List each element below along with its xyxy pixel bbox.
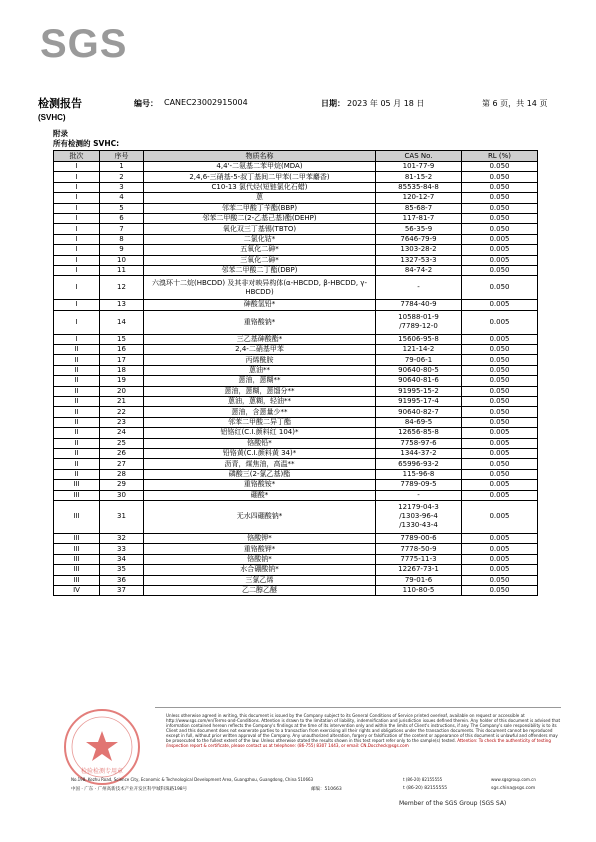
date-label: 日期： <box>321 99 345 108</box>
table-row <box>54 386 538 396</box>
no-cell: 28 <box>100 469 144 479</box>
substance-cell: 乙二醇乙醚 <box>144 585 376 595</box>
phone-cn: t (86-20) 82155555 <box>403 786 448 791</box>
cas-cell: 7758-97-6 <box>376 438 462 448</box>
substance-cell: 蒽 <box>144 193 376 203</box>
cas-cell: 90640-82-7 <box>376 407 462 417</box>
batch-cell: II <box>54 469 100 479</box>
no-cell: 12 <box>100 276 144 300</box>
address-en: No.198, Kezhu Road, Science City, Economic & Technological Development Area, Guangzhou, Guangdong, China 510663 <box>71 777 314 782</box>
table-row <box>54 172 538 182</box>
rl-cell: 0.050 <box>462 355 538 365</box>
batch-cell: I <box>54 224 100 234</box>
rl-cell: 0.005 <box>462 544 538 554</box>
rl-cell: 0.005 <box>462 310 538 334</box>
table-row <box>54 265 538 275</box>
rl-cell: 0.050 <box>462 224 538 234</box>
no-cell: 21 <box>100 397 144 407</box>
rl-cell: 0.050 <box>462 585 538 595</box>
table-row <box>54 334 538 344</box>
rl-cell: 0.050 <box>462 365 538 375</box>
no-cell: 36 <box>100 575 144 585</box>
rl-cell: 0.005 <box>462 245 538 255</box>
no-cell: 35 <box>100 565 144 575</box>
table-body <box>54 162 538 596</box>
col-header-batch: 批次 <box>54 151 100 162</box>
table-row <box>54 162 538 172</box>
substance-cell: C10-13 氯代烃(短链氯化石蜡) <box>144 182 376 192</box>
substance-cell: 铅铬黄(C.I.颜料黄 34)* <box>144 448 376 458</box>
svhc-label: 所有检测的 SVHC: <box>53 139 120 148</box>
table-row <box>54 345 538 355</box>
rl-cell: 0.005 <box>462 438 538 448</box>
substance-cell: 邻苯二甲酸二(2-乙基己基)酯(DEHP) <box>144 213 376 223</box>
cas-cell: 7775-11-3 <box>376 554 462 564</box>
report-subtitle: (SVHC) <box>38 113 66 122</box>
cas-cell: 12179-04-3 /1303-96-4 /1330-43-4 <box>376 500 462 533</box>
cas-cell: 117-81-7 <box>376 213 462 223</box>
batch-cell: II <box>54 407 100 417</box>
no-cell: 6 <box>100 213 144 223</box>
batch-cell: I <box>54 310 100 334</box>
cas-cell: 7789-00-6 <box>376 533 462 543</box>
rl-cell: 0.050 <box>462 575 538 585</box>
substance-cell: 重铬酸铵* <box>144 480 376 490</box>
table-row <box>54 397 538 407</box>
cas-cell: 12656-85-8 <box>376 428 462 438</box>
no-cell: 7 <box>100 224 144 234</box>
batch-cell: I <box>54 162 100 172</box>
rl-cell: 0.005 <box>462 300 538 310</box>
batch-cell: IV <box>54 585 100 595</box>
table-row <box>54 365 538 375</box>
no-cell: 23 <box>100 417 144 427</box>
no-cell: 27 <box>100 459 144 469</box>
table-row <box>54 417 538 427</box>
col-header-substance: 物质名称 <box>144 151 376 162</box>
substance-cell: 邻苯二甲酸二异丁酯 <box>144 417 376 427</box>
table-row <box>54 585 538 595</box>
cas-cell: 12267-73-1 <box>376 565 462 575</box>
cas-cell: 85535-84-8 <box>376 182 462 192</box>
substance-cell: 水合硼酸钠* <box>144 565 376 575</box>
batch-cell: III <box>54 533 100 543</box>
cas-cell: 79-06-1 <box>376 355 462 365</box>
table-row <box>54 245 538 255</box>
batch-cell: III <box>54 565 100 575</box>
sgs-member-note: Member of the SGS Group (SGS SA) <box>399 800 507 807</box>
table-row <box>54 276 538 300</box>
batch-cell: I <box>54 334 100 344</box>
batch-cell: I <box>54 276 100 300</box>
no-cell: 13 <box>100 300 144 310</box>
sgs-logo: SGS <box>40 22 128 66</box>
rl-cell: 0.050 <box>462 172 538 182</box>
table-row <box>54 310 538 334</box>
substance-cell: 六溴环十二烷(HBCDD) 及其非对映异构体(α-HBCDD, β-HBCDD, γ-HBCDD) <box>144 276 376 300</box>
substance-cell: 磷酸三(2-氯乙基)酯 <box>144 469 376 479</box>
substance-cell: 邻苯二甲酸二丁酯(DBP) <box>144 265 376 275</box>
table-row <box>54 428 538 438</box>
legal-text: Unless otherwise agreed in writing, this document is issued by the Company subject to its General Conditions of Service printed overleaf, available on request or accessible at http://www.sgs.com/en/Terms-and-Conditions. Attention is drawn to the limitation of liability, indemnification and jurisdiction issues defined therein. Any holder of this document is advised that information contained hereon reflects the Company's findings at the time of its intervention only and within the limits of Client's instructions, if any. The Company's sole responsibility is to its Client and this document does not exonerate parties to a transaction from exercising all their rights and obligations under the transaction documents. This document cannot be reproduced except in full, without prior written approval of the Company. Any unauthorized alteration, forgery or falsification of the content or appearance of this document is unlawful and offenders may be prosecuted to the fullest extent of the law. Unless otherwise stated the results shown in this test report refer only to the sample(s) tested. <box>166 713 561 743</box>
batch-cell: III <box>54 480 100 490</box>
cas-cell: 91995-17-4 <box>376 397 462 407</box>
cas-cell: 81-15-2 <box>376 172 462 182</box>
no-cell: 2 <box>100 172 144 182</box>
batch-cell: II <box>54 355 100 365</box>
report-title: 检测报告 <box>38 97 82 110</box>
substance-cell: 铬酸钠* <box>144 554 376 564</box>
substance-cell: 2,4-二硝基甲苯 <box>144 345 376 355</box>
substance-cell: 丙烯酰胺 <box>144 355 376 365</box>
table-row <box>54 355 538 365</box>
rl-cell: 0.050 <box>462 459 538 469</box>
no-cell: 9 <box>100 245 144 255</box>
table-row <box>54 213 538 223</box>
cas-cell: - <box>376 490 462 500</box>
table-row <box>54 448 538 458</box>
no-cell: 4 <box>100 193 144 203</box>
no-cell: 20 <box>100 386 144 396</box>
cas-cell: 101-77-9 <box>376 162 462 172</box>
rl-cell: 0.005 <box>462 480 538 490</box>
cas-cell: 121-14-2 <box>376 345 462 355</box>
report-header <box>38 98 558 112</box>
rl-cell: 0.005 <box>462 428 538 438</box>
rl-cell: 0.050 <box>462 397 538 407</box>
batch-cell: II <box>54 459 100 469</box>
col-header-no: 序号 <box>100 151 144 162</box>
table-row <box>54 544 538 554</box>
rl-cell: 0.050 <box>462 407 538 417</box>
report-no-label: 编号： <box>134 99 158 108</box>
table-row <box>54 459 538 469</box>
cas-cell: 120-12-7 <box>376 193 462 203</box>
substance-cell: 五氧化二砷* <box>144 245 376 255</box>
cas-cell: 91995-15-2 <box>376 386 462 396</box>
substance-cell: 三乙基砷酸酯* <box>144 334 376 344</box>
substance-cell: 二氯化钴* <box>144 234 376 244</box>
no-cell: 30 <box>100 490 144 500</box>
cas-cell: 56-35-9 <box>376 224 462 234</box>
batch-cell: I <box>54 203 100 213</box>
substance-cell: 蒽油，蒽糊，蒽馏分** <box>144 386 376 396</box>
no-cell: 37 <box>100 585 144 595</box>
rl-cell: 0.005 <box>462 500 538 533</box>
substance-cell: 砷酸氢铅* <box>144 300 376 310</box>
batch-cell: III <box>54 500 100 533</box>
rl-cell: 0.050 <box>462 276 538 300</box>
address-cn: 中国 · 广东 · 广州高新技术产业开发区科学城科珠路198号 <box>71 787 188 792</box>
rl-cell: 0.005 <box>462 234 538 244</box>
cas-cell: 79-01-6 <box>376 575 462 585</box>
table-row <box>54 234 538 244</box>
cas-cell: 90640-80-5 <box>376 365 462 375</box>
no-cell: 18 <box>100 365 144 375</box>
cas-cell: 7646-79-9 <box>376 234 462 244</box>
no-cell: 24 <box>100 428 144 438</box>
rl-cell: 0.005 <box>462 554 538 564</box>
no-cell: 19 <box>100 376 144 386</box>
svhc-table <box>53 150 538 596</box>
cas-cell: 110-80-5 <box>376 585 462 595</box>
no-cell: 8 <box>100 234 144 244</box>
rl-cell: 0.050 <box>462 376 538 386</box>
no-cell: 32 <box>100 533 144 543</box>
attention-text: Attention: To check the authenticity of testing /inspection report & certificate, please contact us at telephone: (86-755) 8307 1443, or email: CN.Doccheck@sgs.com <box>166 738 551 748</box>
table-row <box>54 224 538 234</box>
table-row <box>54 490 538 500</box>
report-no: CANEC23002915004 <box>164 98 248 107</box>
rl-cell: 0.005 <box>462 533 538 543</box>
rl-cell: 0.050 <box>462 417 538 427</box>
substance-cell: 重铬酸钾* <box>144 544 376 554</box>
table-row <box>54 565 538 575</box>
no-cell: 31 <box>100 500 144 533</box>
cas-cell: 15606-95-8 <box>376 334 462 344</box>
batch-cell: II <box>54 397 100 407</box>
table-row <box>54 438 538 448</box>
batch-cell: II <box>54 438 100 448</box>
cas-cell: 1344-37-2 <box>376 448 462 458</box>
batch-cell: I <box>54 265 100 275</box>
no-cell: 22 <box>100 407 144 417</box>
rl-cell: 0.050 <box>462 162 538 172</box>
substance-cell: 氧化双三丁基锡(TBTO) <box>144 224 376 234</box>
cas-cell: - <box>376 276 462 300</box>
rl-cell: 0.005 <box>462 255 538 265</box>
substance-cell: 沥青，煤焦油，高温** <box>144 459 376 469</box>
no-cell: 33 <box>100 544 144 554</box>
cas-cell: 10588-01-9 /7789-12-0 <box>376 310 462 334</box>
substance-cell: 蒽油** <box>144 365 376 375</box>
substance-cell: 重铬酸钠* <box>144 310 376 334</box>
substance-cell: 蒽油，蒽糊** <box>144 376 376 386</box>
footer-divider <box>155 707 561 708</box>
table-row <box>54 554 538 564</box>
col-header-cas: CAS No. <box>376 151 462 162</box>
legal-notice <box>166 713 561 748</box>
batch-cell: I <box>54 234 100 244</box>
table-row <box>54 376 538 386</box>
no-cell: 29 <box>100 480 144 490</box>
no-cell: 11 <box>100 265 144 275</box>
no-cell: 34 <box>100 554 144 564</box>
rl-cell: 0.050 <box>462 203 538 213</box>
rl-cell: 0.050 <box>462 193 538 203</box>
email: sgs.china@sgs.com <box>491 786 536 791</box>
substance-cell: 邻苯二甲酸丁苄酯(BBP) <box>144 203 376 213</box>
no-cell: 5 <box>100 203 144 213</box>
substance-cell: 硼酸* <box>144 490 376 500</box>
substance-cell: 无水四硼酸钠* <box>144 500 376 533</box>
rl-cell: 0.050 <box>462 386 538 396</box>
postcode: 邮编：510663 <box>311 787 342 792</box>
batch-cell: II <box>54 428 100 438</box>
batch-cell: II <box>54 448 100 458</box>
no-cell: 16 <box>100 345 144 355</box>
appendix-heading: 附录 <box>53 129 68 138</box>
rl-cell: 0.050 <box>462 213 538 223</box>
table-header-row <box>54 151 538 162</box>
batch-cell: III <box>54 490 100 500</box>
cas-cell: 1327-53-3 <box>376 255 462 265</box>
substance-cell: 铬酸钾* <box>144 533 376 543</box>
table-row <box>54 500 538 533</box>
rl-cell: 0.005 <box>462 565 538 575</box>
substance-cell: 铬酸铅* <box>144 438 376 448</box>
batch-cell: II <box>54 345 100 355</box>
batch-cell: III <box>54 544 100 554</box>
report-date: 2023 年 05 月 18 日 <box>347 99 425 108</box>
table-row <box>54 255 538 265</box>
table-row <box>54 533 538 543</box>
no-cell: 10 <box>100 255 144 265</box>
rl-cell: 0.005 <box>462 448 538 458</box>
substance-cell: 2,4,6-三硝基-5-叔丁基间二甲苯(二甲苯麝香) <box>144 172 376 182</box>
cas-cell: 65996-93-2 <box>376 459 462 469</box>
table-row <box>54 193 538 203</box>
batch-cell: II <box>54 365 100 375</box>
table-row <box>54 575 538 585</box>
batch-cell: I <box>54 182 100 192</box>
cas-cell: 7789-09-5 <box>376 480 462 490</box>
rl-cell: 0.050 <box>462 345 538 355</box>
seal-text: 检验检测专用章 <box>80 768 124 775</box>
rl-cell: 0.005 <box>462 490 538 500</box>
substance-cell: 铝铬红(C.I.颜料红 104)* <box>144 428 376 438</box>
no-cell: 25 <box>100 438 144 448</box>
batch-cell: I <box>54 245 100 255</box>
batch-cell: II <box>54 386 100 396</box>
rl-cell: 0.050 <box>462 182 538 192</box>
cas-cell: 84-69-5 <box>376 417 462 427</box>
cas-cell: 7784-40-9 <box>376 300 462 310</box>
cas-cell: 90640-81-6 <box>376 376 462 386</box>
substance-cell: 三氯乙烯 <box>144 575 376 585</box>
rl-cell: 0.005 <box>462 334 538 344</box>
table-row <box>54 469 538 479</box>
substance-cell: 蒽油，蒽糊，轻油** <box>144 397 376 407</box>
cas-cell: 85-68-7 <box>376 203 462 213</box>
cas-cell: 84-74-2 <box>376 265 462 275</box>
table-row <box>54 300 538 310</box>
inspection-seal <box>62 707 142 787</box>
phone-en: t (86-20) 82155555 <box>403 777 443 782</box>
batch-cell: III <box>54 575 100 585</box>
table-row <box>54 182 538 192</box>
table-row <box>54 407 538 417</box>
col-header-rl: RL (%) <box>462 151 538 162</box>
substance-cell: 蒽油，含蒽量少** <box>144 407 376 417</box>
no-cell: 14 <box>100 310 144 334</box>
no-cell: 15 <box>100 334 144 344</box>
no-cell: 3 <box>100 182 144 192</box>
substance-cell: 三氧化二砷* <box>144 255 376 265</box>
website: www.sgsgroup.com.cn <box>491 777 536 782</box>
batch-cell: I <box>54 213 100 223</box>
batch-cell: I <box>54 255 100 265</box>
no-cell: 26 <box>100 448 144 458</box>
page-number: 第 6 页，共 14 页 <box>482 99 548 108</box>
cas-cell: 7778-50-9 <box>376 544 462 554</box>
no-cell: 17 <box>100 355 144 365</box>
batch-cell: II <box>54 376 100 386</box>
batch-cell: I <box>54 300 100 310</box>
table-row <box>54 203 538 213</box>
cas-cell: 115-96-8 <box>376 469 462 479</box>
batch-cell: III <box>54 554 100 564</box>
substance-cell: 4,4'-二氨基二苯甲烷(MDA) <box>144 162 376 172</box>
batch-cell: I <box>54 172 100 182</box>
batch-cell: II <box>54 417 100 427</box>
rl-cell: 0.050 <box>462 265 538 275</box>
batch-cell: I <box>54 193 100 203</box>
rl-cell: 0.050 <box>462 469 538 479</box>
table-row <box>54 480 538 490</box>
cas-cell: 1303-28-2 <box>376 245 462 255</box>
no-cell: 1 <box>100 162 144 172</box>
